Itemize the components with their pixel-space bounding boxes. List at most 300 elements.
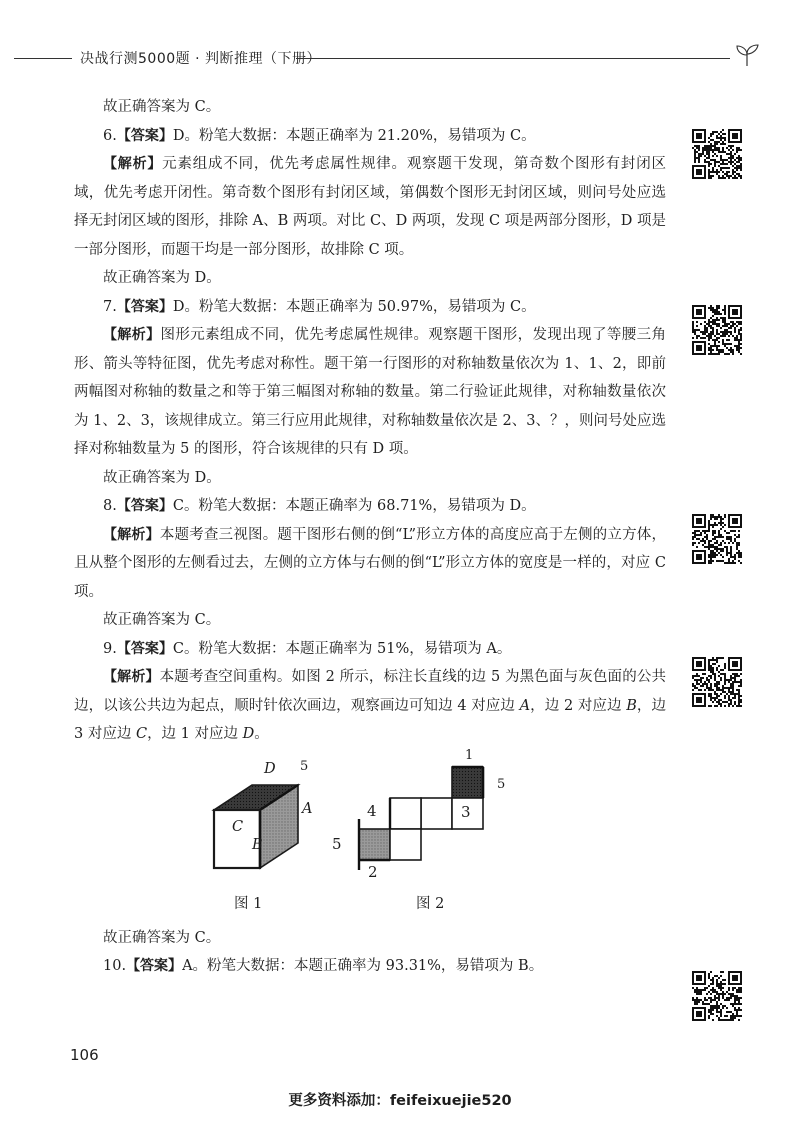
qr-module	[708, 562, 710, 564]
q9-answer-line	[74, 635, 666, 664]
qr-module	[700, 677, 702, 679]
qr-module	[720, 705, 722, 707]
qr-module	[740, 1015, 742, 1017]
qr-module	[720, 677, 722, 679]
qr-module	[722, 141, 724, 143]
qr-module	[740, 552, 742, 554]
qr-module	[730, 175, 732, 177]
qr-module	[714, 705, 716, 707]
qr-module	[724, 159, 726, 161]
qr-module	[732, 1017, 734, 1019]
qr-module	[724, 1019, 726, 1021]
qr-module	[738, 351, 740, 353]
qr-module	[710, 546, 712, 548]
qr-module	[712, 167, 714, 169]
q6-analysis	[74, 150, 666, 264]
qr-module	[698, 689, 700, 691]
qr-module	[712, 689, 714, 691]
qr-module	[732, 681, 734, 683]
qr-module	[708, 1003, 710, 1005]
qr-module	[718, 171, 720, 173]
qr-module	[724, 307, 726, 309]
qr-module	[726, 1019, 728, 1021]
qr-module	[708, 546, 710, 548]
qr-module	[702, 1001, 704, 1003]
qr-module	[716, 173, 718, 175]
qr-module	[716, 981, 718, 983]
qr-module	[724, 983, 726, 985]
qr-module	[712, 171, 714, 173]
footer-note: 更多资料添加：feifeixuejie520	[288, 1093, 512, 1109]
qr-module	[696, 697, 702, 703]
qr-module	[716, 323, 718, 325]
qr-module	[726, 1007, 728, 1009]
qr-module	[716, 689, 718, 691]
qr-module	[738, 1007, 740, 1009]
qr-module	[700, 685, 702, 687]
qr-module	[708, 163, 710, 165]
qr-module	[716, 317, 718, 319]
qr-module	[738, 697, 740, 699]
qr-module	[714, 556, 716, 558]
qr-module	[726, 333, 728, 335]
qr-module	[708, 171, 710, 173]
qr-module	[716, 1005, 718, 1007]
qr-module	[692, 675, 694, 677]
qr-module	[710, 997, 712, 999]
qr-module	[740, 353, 742, 355]
cube-label-a: A	[302, 800, 313, 817]
qr-module	[704, 536, 706, 538]
qr-module	[718, 149, 720, 151]
qr-module	[738, 689, 740, 691]
qr-module	[730, 530, 732, 532]
qr-module	[734, 329, 736, 331]
qr-module	[694, 532, 696, 534]
qr-module	[698, 329, 700, 331]
qr-module	[708, 151, 710, 153]
qr-module	[736, 673, 738, 675]
qr-module	[728, 560, 730, 562]
qr-module	[692, 325, 694, 327]
qr-module	[704, 689, 706, 691]
qr-module	[736, 165, 738, 167]
qr-module	[708, 659, 710, 661]
qr-module	[710, 695, 712, 697]
qr-module	[708, 520, 710, 522]
qr-module	[708, 307, 710, 309]
qr-module	[696, 157, 698, 159]
qr-module	[704, 159, 706, 161]
q7-answer-label: 【答案】	[116, 298, 173, 315]
qr-module	[720, 554, 722, 556]
qr-module	[722, 691, 724, 693]
qr-module	[734, 337, 736, 339]
qr-module	[716, 979, 718, 981]
qr-module	[718, 345, 720, 347]
qr-module	[716, 149, 718, 151]
qr-q6-icon[interactable]	[692, 129, 742, 179]
qr-module	[716, 701, 718, 703]
qr-module	[712, 671, 714, 673]
qr-module	[718, 323, 720, 325]
qr-module	[716, 693, 718, 695]
qr-module	[732, 995, 734, 997]
qr-module	[728, 1011, 730, 1013]
qr-module	[700, 991, 702, 993]
qr-module	[716, 669, 718, 671]
qr-module	[740, 175, 742, 177]
q8-answer-label: 【答案】	[116, 498, 173, 514]
qr-module	[706, 987, 708, 989]
qr-module	[706, 683, 708, 685]
qr-module	[720, 542, 722, 544]
qr-module	[716, 536, 718, 538]
qr-module	[718, 689, 720, 691]
qr-module	[712, 697, 714, 699]
qr-module	[740, 997, 742, 999]
qr-module	[722, 163, 724, 165]
qr-module	[720, 1013, 722, 1015]
q9-analysis-text-4: ，边 1 对应边	[147, 726, 243, 742]
qr-module	[730, 536, 732, 538]
qr-module	[696, 991, 698, 993]
qr-module	[728, 687, 730, 689]
qr-module	[722, 701, 724, 703]
qr-module	[698, 161, 700, 163]
qr-module	[702, 331, 704, 333]
qr-module	[734, 159, 736, 161]
qr-module	[718, 552, 720, 554]
qr-module	[712, 159, 714, 161]
qr-module	[704, 337, 706, 339]
qr-module	[710, 558, 712, 560]
qr-module	[736, 536, 738, 538]
qr-module	[738, 685, 740, 687]
qr-module	[692, 689, 694, 691]
qr-module	[740, 695, 742, 697]
qr-module	[722, 319, 724, 321]
qr-module	[696, 987, 698, 989]
qr-module	[732, 1013, 734, 1015]
qr-module	[716, 313, 718, 315]
qr-module	[726, 353, 728, 355]
qr-module	[722, 1007, 724, 1009]
qr-module	[730, 552, 732, 554]
qr-module	[720, 550, 722, 552]
qr-module	[712, 659, 714, 661]
qr-q7-icon[interactable]	[692, 305, 742, 355]
qr-module	[710, 671, 712, 673]
qr-module	[700, 155, 702, 157]
qr-module	[730, 540, 732, 542]
qr-module	[732, 349, 734, 351]
qr-module	[712, 131, 714, 133]
qr-module	[730, 677, 732, 679]
net-square	[421, 798, 452, 829]
qr-module	[738, 705, 740, 707]
qr-module	[718, 133, 720, 135]
q9-analysis-text-5: 。	[254, 726, 269, 742]
qr-module	[710, 524, 712, 526]
qr-module	[734, 558, 736, 560]
cube-diagram	[214, 785, 298, 868]
qr-module	[716, 1003, 718, 1005]
qr-module	[714, 149, 716, 151]
qr-module	[734, 175, 736, 177]
qr-module	[734, 331, 736, 333]
qr-module	[696, 329, 698, 331]
qr-module	[718, 165, 720, 167]
q8-answer-line	[74, 492, 666, 521]
qr-module	[698, 1001, 700, 1003]
qr-module	[702, 673, 704, 675]
qr-module	[724, 667, 726, 669]
qr-module	[708, 975, 710, 977]
qr-module	[722, 331, 724, 333]
qr-module	[700, 679, 702, 681]
qr-module	[716, 683, 718, 685]
qr-module	[708, 1015, 710, 1017]
qr-module	[714, 989, 716, 991]
qr-module	[738, 331, 740, 333]
qr-module	[692, 536, 694, 538]
qr-module	[716, 311, 718, 313]
qr-module	[734, 681, 736, 683]
qr-module	[740, 167, 742, 169]
q9-edge-d: D	[242, 726, 255, 742]
qr-module	[736, 169, 738, 171]
qr-module	[714, 548, 716, 550]
qr-module	[730, 1015, 732, 1017]
qr-module	[714, 997, 716, 999]
qr-module	[726, 167, 728, 169]
qr-module	[724, 317, 726, 319]
qr-module	[730, 333, 732, 335]
qr-module	[718, 147, 720, 149]
qr-module	[710, 989, 712, 991]
qr-module	[738, 675, 740, 677]
qr-module	[696, 675, 698, 677]
qr-module	[712, 669, 714, 671]
qr-module	[726, 153, 728, 155]
qr-module	[722, 151, 724, 153]
qr-module	[710, 305, 712, 307]
qr-module	[704, 147, 706, 149]
qr-module	[698, 683, 700, 685]
qr-module	[718, 534, 720, 536]
qr-module	[722, 143, 724, 145]
qr-module	[698, 993, 700, 995]
qr-module	[692, 685, 694, 687]
qr-module	[716, 161, 718, 163]
qr-module	[716, 337, 718, 339]
qr-module	[700, 534, 702, 536]
qr-module	[730, 703, 732, 705]
qr-module	[722, 971, 724, 973]
qr-module	[710, 135, 712, 137]
qr-module	[738, 345, 740, 347]
qr-module	[710, 325, 712, 327]
qr-module	[714, 1005, 716, 1007]
net-label-2: 2	[368, 862, 378, 881]
qr-module	[708, 149, 710, 151]
q8-number: 8.	[103, 498, 117, 514]
qr-module	[712, 983, 714, 985]
q9-answer-text: C。粉笔大数据：本题正确率为 51%，易错项为 A。	[172, 640, 512, 657]
qr-module	[720, 335, 722, 337]
qr-module	[724, 683, 726, 685]
qr-q10-icon[interactable]	[692, 971, 742, 1021]
qr-module	[706, 331, 708, 333]
qr-module	[736, 349, 738, 351]
qr-module	[718, 514, 720, 516]
qr-module	[724, 323, 726, 325]
qr-module	[718, 337, 720, 339]
qr-module	[724, 663, 726, 665]
qr-module	[720, 159, 722, 161]
qr-module	[726, 163, 728, 165]
qr-module	[728, 987, 730, 989]
q9-conclusion: 故正确答案为 C。	[103, 929, 221, 946]
qr-module	[724, 542, 726, 544]
qr-module	[738, 556, 740, 558]
qr-module	[716, 345, 718, 347]
qr-module	[728, 542, 730, 544]
qr-module	[716, 339, 718, 341]
qr-module	[716, 560, 718, 562]
qr-module	[724, 546, 726, 548]
qr-module	[706, 161, 708, 163]
qr-module	[716, 548, 718, 550]
qr-module	[728, 335, 730, 337]
qr-module	[714, 991, 716, 993]
qr-module	[708, 347, 710, 349]
qr-module	[712, 554, 714, 556]
qr-module	[714, 335, 716, 337]
qr-q8-icon[interactable]	[692, 514, 742, 564]
qr-module	[696, 151, 698, 153]
qr-module	[708, 161, 710, 163]
qr-module	[712, 550, 714, 552]
qr-module	[706, 145, 708, 147]
qr-module	[730, 1017, 732, 1019]
qr-module	[738, 699, 740, 701]
qr-module	[718, 671, 720, 673]
qr-module	[712, 987, 714, 989]
qr-module	[730, 321, 732, 323]
qr-module	[700, 993, 702, 995]
qr-module	[710, 175, 712, 177]
qr-module	[726, 532, 728, 534]
qr-module	[732, 687, 734, 689]
qr-module	[714, 683, 716, 685]
qr-module	[710, 697, 712, 699]
qr-module	[708, 540, 710, 542]
qr-module	[740, 159, 742, 161]
q10-answer-label: 【答案】	[126, 958, 183, 974]
qr-module	[716, 331, 718, 333]
qr-module	[738, 1001, 740, 1003]
qr-module	[722, 309, 724, 311]
qr-module	[712, 534, 714, 536]
qr-module	[710, 562, 712, 564]
qr-module	[736, 544, 738, 546]
qr-module	[730, 997, 732, 999]
qr-module	[716, 143, 718, 145]
qr-module	[704, 331, 706, 333]
qr-module	[740, 169, 742, 171]
qr-module	[722, 167, 724, 169]
qr-module	[696, 679, 698, 681]
qr-module	[716, 991, 718, 993]
qr-module	[700, 153, 702, 155]
qr-module	[734, 999, 736, 1001]
qr-module	[740, 673, 742, 675]
qr-module	[724, 679, 726, 681]
qr-module	[738, 536, 740, 538]
qr-module	[712, 327, 714, 329]
qr-module	[694, 157, 696, 159]
qr-module	[714, 311, 716, 313]
net-label-5-top: 5	[497, 776, 506, 792]
qr-module	[718, 1011, 720, 1013]
qr-module	[734, 177, 736, 179]
qr-module	[730, 1003, 732, 1005]
cube-label-d: D	[264, 760, 276, 777]
qr-module	[736, 325, 738, 327]
qr-module	[698, 145, 700, 147]
qr-module	[718, 703, 720, 705]
qr-module	[718, 161, 720, 163]
qr-module	[692, 997, 694, 999]
qr-module	[694, 687, 696, 689]
qr-module	[692, 321, 694, 323]
qr-module	[716, 687, 718, 689]
qr-module	[726, 175, 728, 177]
qr-module	[732, 321, 734, 323]
qr-module	[708, 169, 710, 171]
qr-module	[716, 546, 718, 548]
qr-module	[694, 999, 696, 1001]
qr-module	[732, 693, 734, 695]
qr-module	[730, 159, 732, 161]
qr-module	[740, 683, 742, 685]
qr-module	[726, 323, 728, 325]
qr-module	[738, 321, 740, 323]
qr-module	[720, 657, 722, 659]
qr-module	[710, 979, 712, 981]
qr-module	[722, 983, 724, 985]
qr-module	[714, 143, 716, 145]
qr-module	[734, 1007, 736, 1009]
q9-edge-a: A	[519, 697, 531, 714]
qr-module	[718, 177, 720, 179]
qr-module	[704, 329, 706, 331]
qr-module	[730, 556, 732, 558]
qr-module	[700, 540, 702, 542]
qr-module	[732, 325, 734, 327]
qr-q9-icon[interactable]	[692, 657, 742, 707]
qr-module	[704, 681, 706, 683]
qr-module	[708, 991, 710, 993]
qr-module	[728, 331, 730, 333]
qr-module	[736, 1011, 738, 1013]
qr-module	[732, 705, 734, 707]
qr-module	[696, 999, 698, 1001]
qr-module	[722, 177, 724, 179]
qr-module	[722, 685, 724, 687]
